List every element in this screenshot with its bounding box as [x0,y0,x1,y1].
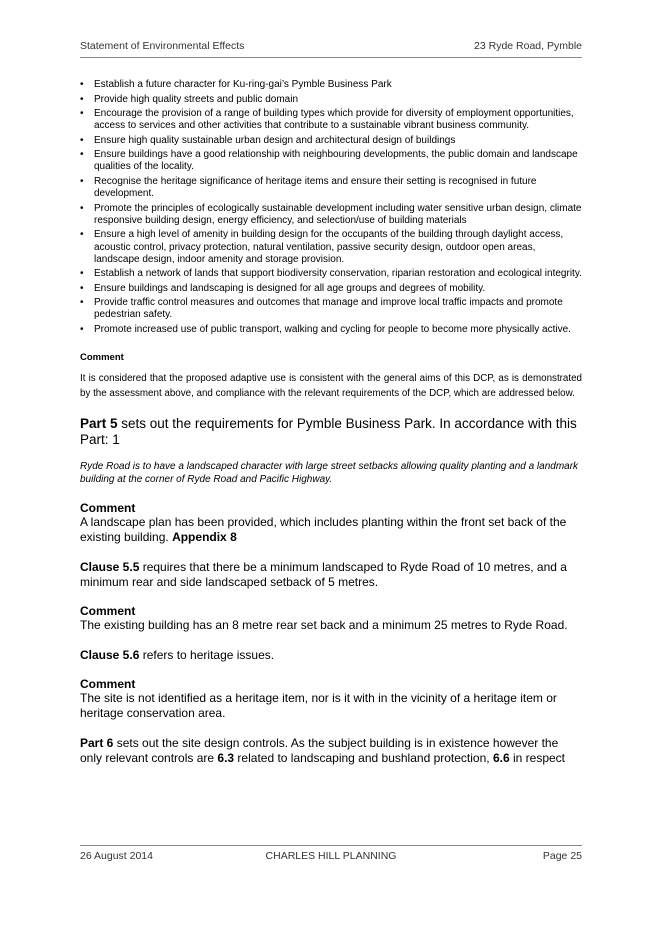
bullet-icon: • [80,175,84,187]
part-6-text: related to landscaping and bushland protection, [234,750,493,765]
clause-5-5-text: requires that there be a minimum landscaped to Ryde Road of 10 metres, and a minimum rear and side landscaped setback of 5 metres. [80,559,567,589]
page-body [80,79,582,766]
comment-paragraph: The site is not identified as a heritage item, nor is it with in the vicinity of a heritage item or heritage conservation area. [80,690,557,720]
comment-heading: Comment [80,352,124,364]
list-item [80,203,582,227]
comment-heading: Comment [80,676,136,691]
comment-text: A landscape plan has been provided, which includes planting within the front set back of the existing building. [80,514,567,544]
list-item-text: Establish a network of lands that support biodiversity conservation, riparian restoration and ecological integrity. [94,268,582,280]
list-item-text: Promote increased use of public transport, walking and cycling for people to become more physically active. [94,323,571,335]
list-item-text: Encourage the provision of a range of building types which provide for diversity of employment opportunities, access to services and other activities that contribute to a sustainable vibrant business community. [94,108,574,132]
list-item-text: Establish a future character for Ku-ring-gai’s Pymble Business Park [94,79,392,90]
part-6-paragraph [80,736,582,766]
bullet-icon: • [80,297,84,309]
bullet-icon: • [80,134,84,146]
page-header [80,40,582,58]
list-item [80,297,582,321]
list-item [80,283,582,295]
list-item-text: Ensure high quality sustainable urban design and architectural design of buildings [94,134,456,146]
footer-page-number: 25 [570,850,582,862]
list-item [80,229,582,266]
clause-5-5-label: Clause 5.5 [80,559,140,574]
bullet-icon: • [80,282,84,294]
aims-list [80,79,582,336]
list-item [80,176,582,200]
footer-page-label: Page [542,850,568,862]
list-item-text: Promote the principles of ecologically sustainable development including water sensitive urban design, climate responsive building design, energy efficiency, and selection/use of building materials [94,202,582,226]
comment-paragraph: It is considered that the proposed adaptive use is consistent with the general aims of this DCP, as is demonstrated by the assessment above, and compliance with the relevant requirements of the DCP, which are addressed below. [80,373,582,400]
list-item [80,149,582,173]
part-5-text: sets out the requirements for Pymble Business Park. In accordance with this Part: 1 [80,415,577,447]
clause-5-6-text: refers to heritage issues. [139,647,275,662]
comment-heading: Comment [80,500,136,515]
part-6-text: sets out the site design controls. As the subject building is in existence however the only relevant controls are [80,735,559,765]
part-6-label: Part 6 [80,735,114,750]
bullet-icon: • [80,229,84,241]
list-item [80,135,582,147]
control-6-3-label: 6.3 [217,750,235,765]
list-item [80,268,582,280]
bullet-icon: • [80,323,84,335]
header-site-address: 23 Ryde Road, Pymble [474,40,582,52]
comment-heading: Comment [80,603,136,618]
clause-5-6-paragraph [80,648,582,663]
list-item [80,324,582,336]
bullet-icon: • [80,79,84,90]
bullet-icon: • [80,202,84,214]
list-item [80,94,582,106]
list-item-text: Ensure a high level of amenity in building design for the occupants of the building through daylight access, acoustic control, privacy protection, natural ventilation, passive security design, outdoor open areas, landscape design, indoor amenity and storage provision. [94,229,564,265]
list-item-text: Ensure buildings and landscaping is designed for all age groups and degrees of mobility. [94,282,486,294]
footer-date: 26 August 2014 [80,850,153,862]
list-item-text: Ensure buildings have a good relationship with neighbouring developments, the public domain and landscape qualities of the locality. [94,149,578,173]
bullet-icon: • [80,108,84,119]
bullet-icon: • [80,268,84,280]
ryde-road-objective: Ryde Road is to have a landscaped character with large street setbacks allowing quality planting and a landmark building at the corner of Ryde Road and Pacific Highway. [80,460,579,486]
list-item [80,79,582,91]
clause-5-5-paragraph [80,560,582,590]
header-document-title: Statement of Environmental Effects [80,40,245,52]
clause-5-6-label: Clause 5.6 [80,647,140,662]
page-footer [80,845,582,865]
footer-page [543,850,582,862]
part-5-label: Part 5 [80,415,118,431]
control-6-6-label: 6.6 [492,750,510,765]
part-6-text: in respect [509,750,565,765]
appendix-reference: Appendix 8 [172,529,237,544]
list-item [80,108,582,132]
bullet-icon: • [80,149,84,161]
bullet-icon: • [80,93,84,105]
part-5-paragraph [80,416,582,448]
list-item-text: Recognise the heritage significance of heritage items and ensure their setting is recognised in future development. [94,175,537,200]
footer-company: CHARLES HILL PLANNING [265,850,397,862]
comment-paragraph: The existing building has an 8 metre rear set back and a minimum 25 metres to Ryde Road. [80,617,568,632]
comment-paragraph [80,515,582,545]
list-item-text: Provide traffic control measures and outcomes that manage and improve local traffic impacts and promote pedestrian safety. [94,297,563,321]
list-item-text: Provide high quality streets and public domain [94,93,299,105]
